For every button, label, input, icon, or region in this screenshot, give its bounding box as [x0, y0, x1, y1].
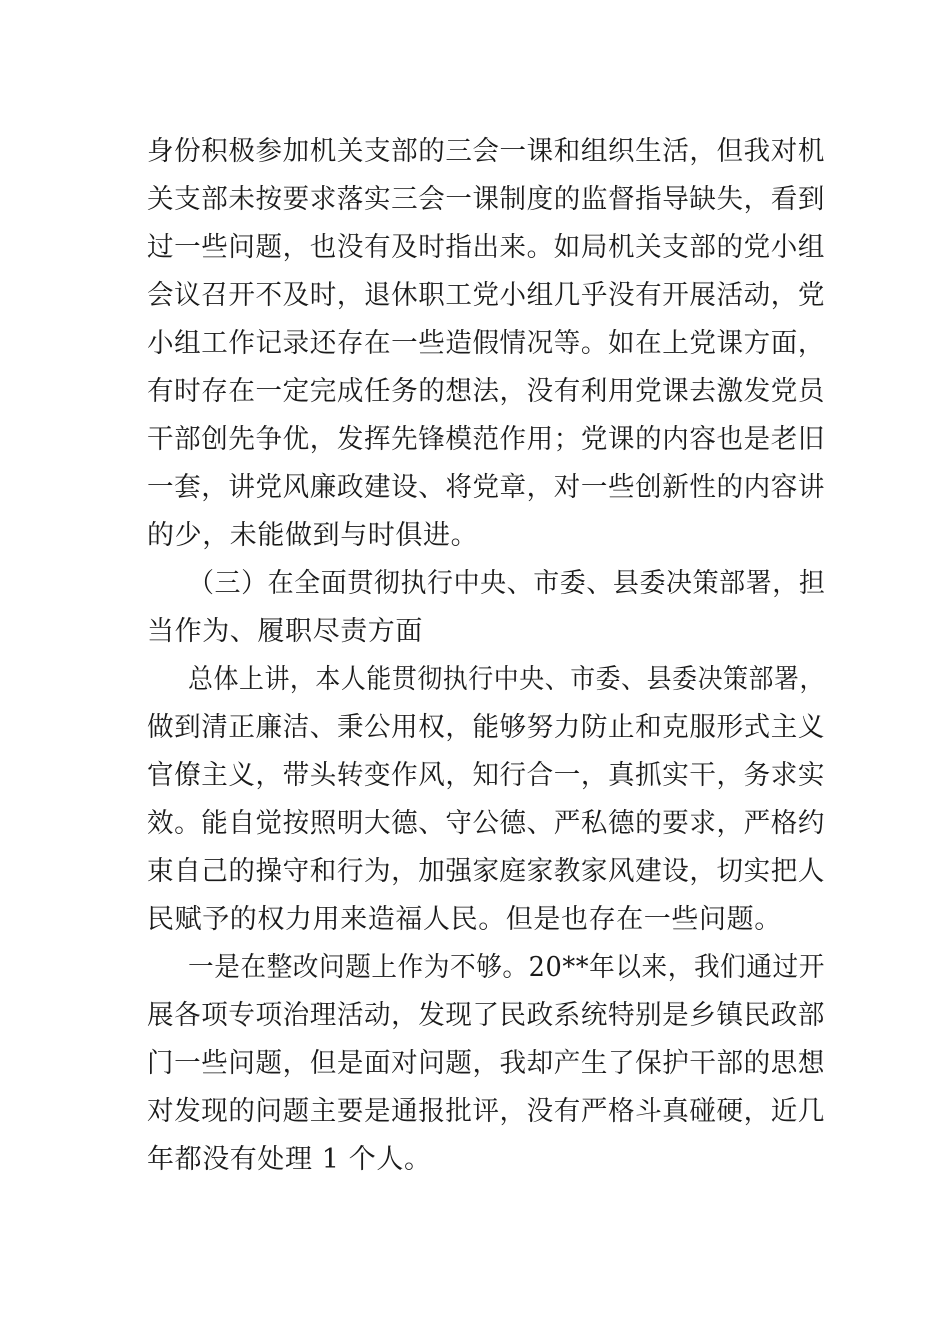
text-line: 年都没有处理 1 个人。 — [147, 1144, 432, 1175]
text-line: 做到清正廉洁、秉公用权，能够努力防止和克服形式主义 — [147, 712, 825, 743]
text-line: 总体上讲，本人能贯彻执行中央、市委、县委决策部署， — [188, 664, 825, 695]
text-line: 关支部未按要求落实三会一课制度的监督指导缺失，看到 — [147, 184, 825, 215]
text-line: 门一些问题，但是面对问题，我却产生了保护干部的思想 — [147, 1048, 825, 1079]
text-line: 会议召开不及时，退休职工党小组几乎没有开展活动，党 — [147, 280, 825, 311]
text-line: 干部创先争优，发挥先锋模范作用；党课的内容也是老旧 — [147, 424, 825, 455]
text-line: 的少，未能做到与时俱进。 — [147, 520, 479, 551]
text-line: 对发现的问题主要是通报批评，没有严格斗真碰硬，近几 — [147, 1096, 825, 1127]
text-line: 小组工作记录还存在一些造假情况等。如在上党课方面， — [147, 328, 825, 359]
text-line: 一套，讲党风廉政建设、将党章，对一些创新性的内容讲 — [147, 472, 825, 503]
text-line: 民赋予的权力用来造福人民。但是也存在一些问题。 — [147, 904, 782, 935]
text-line: 一是在整改问题上作为不够。20**年以来，我们通过开 — [188, 952, 825, 983]
text-line: 过一些问题，也没有及时指出来。如局机关支部的党小组 — [147, 232, 825, 263]
text-line: 效。能自觉按照明大德、守公德、严私德的要求，严格约 — [147, 808, 825, 839]
text-line: 有时存在一定完成任务的想法，没有利用党课去激发党员 — [147, 376, 825, 407]
section-heading-line: 当作为、履职尽责方面 — [147, 616, 423, 647]
section-heading-line: （三）在全面贯彻执行中央、市委、县委决策部署，担 — [188, 568, 826, 599]
text-line: 展各项专项治理活动，发现了民政系统特别是乡镇民政部 — [147, 1000, 825, 1031]
text-line: 身份积极参加机关支部的三会一课和组织生活，但我对机 — [147, 136, 825, 167]
text-line: 束自己的操守和行为，加强家庭家教家风建设，切实把人 — [147, 856, 825, 887]
text-line: 官僚主义，带头转变作风，知行合一，真抓实干，务求实 — [147, 760, 825, 791]
